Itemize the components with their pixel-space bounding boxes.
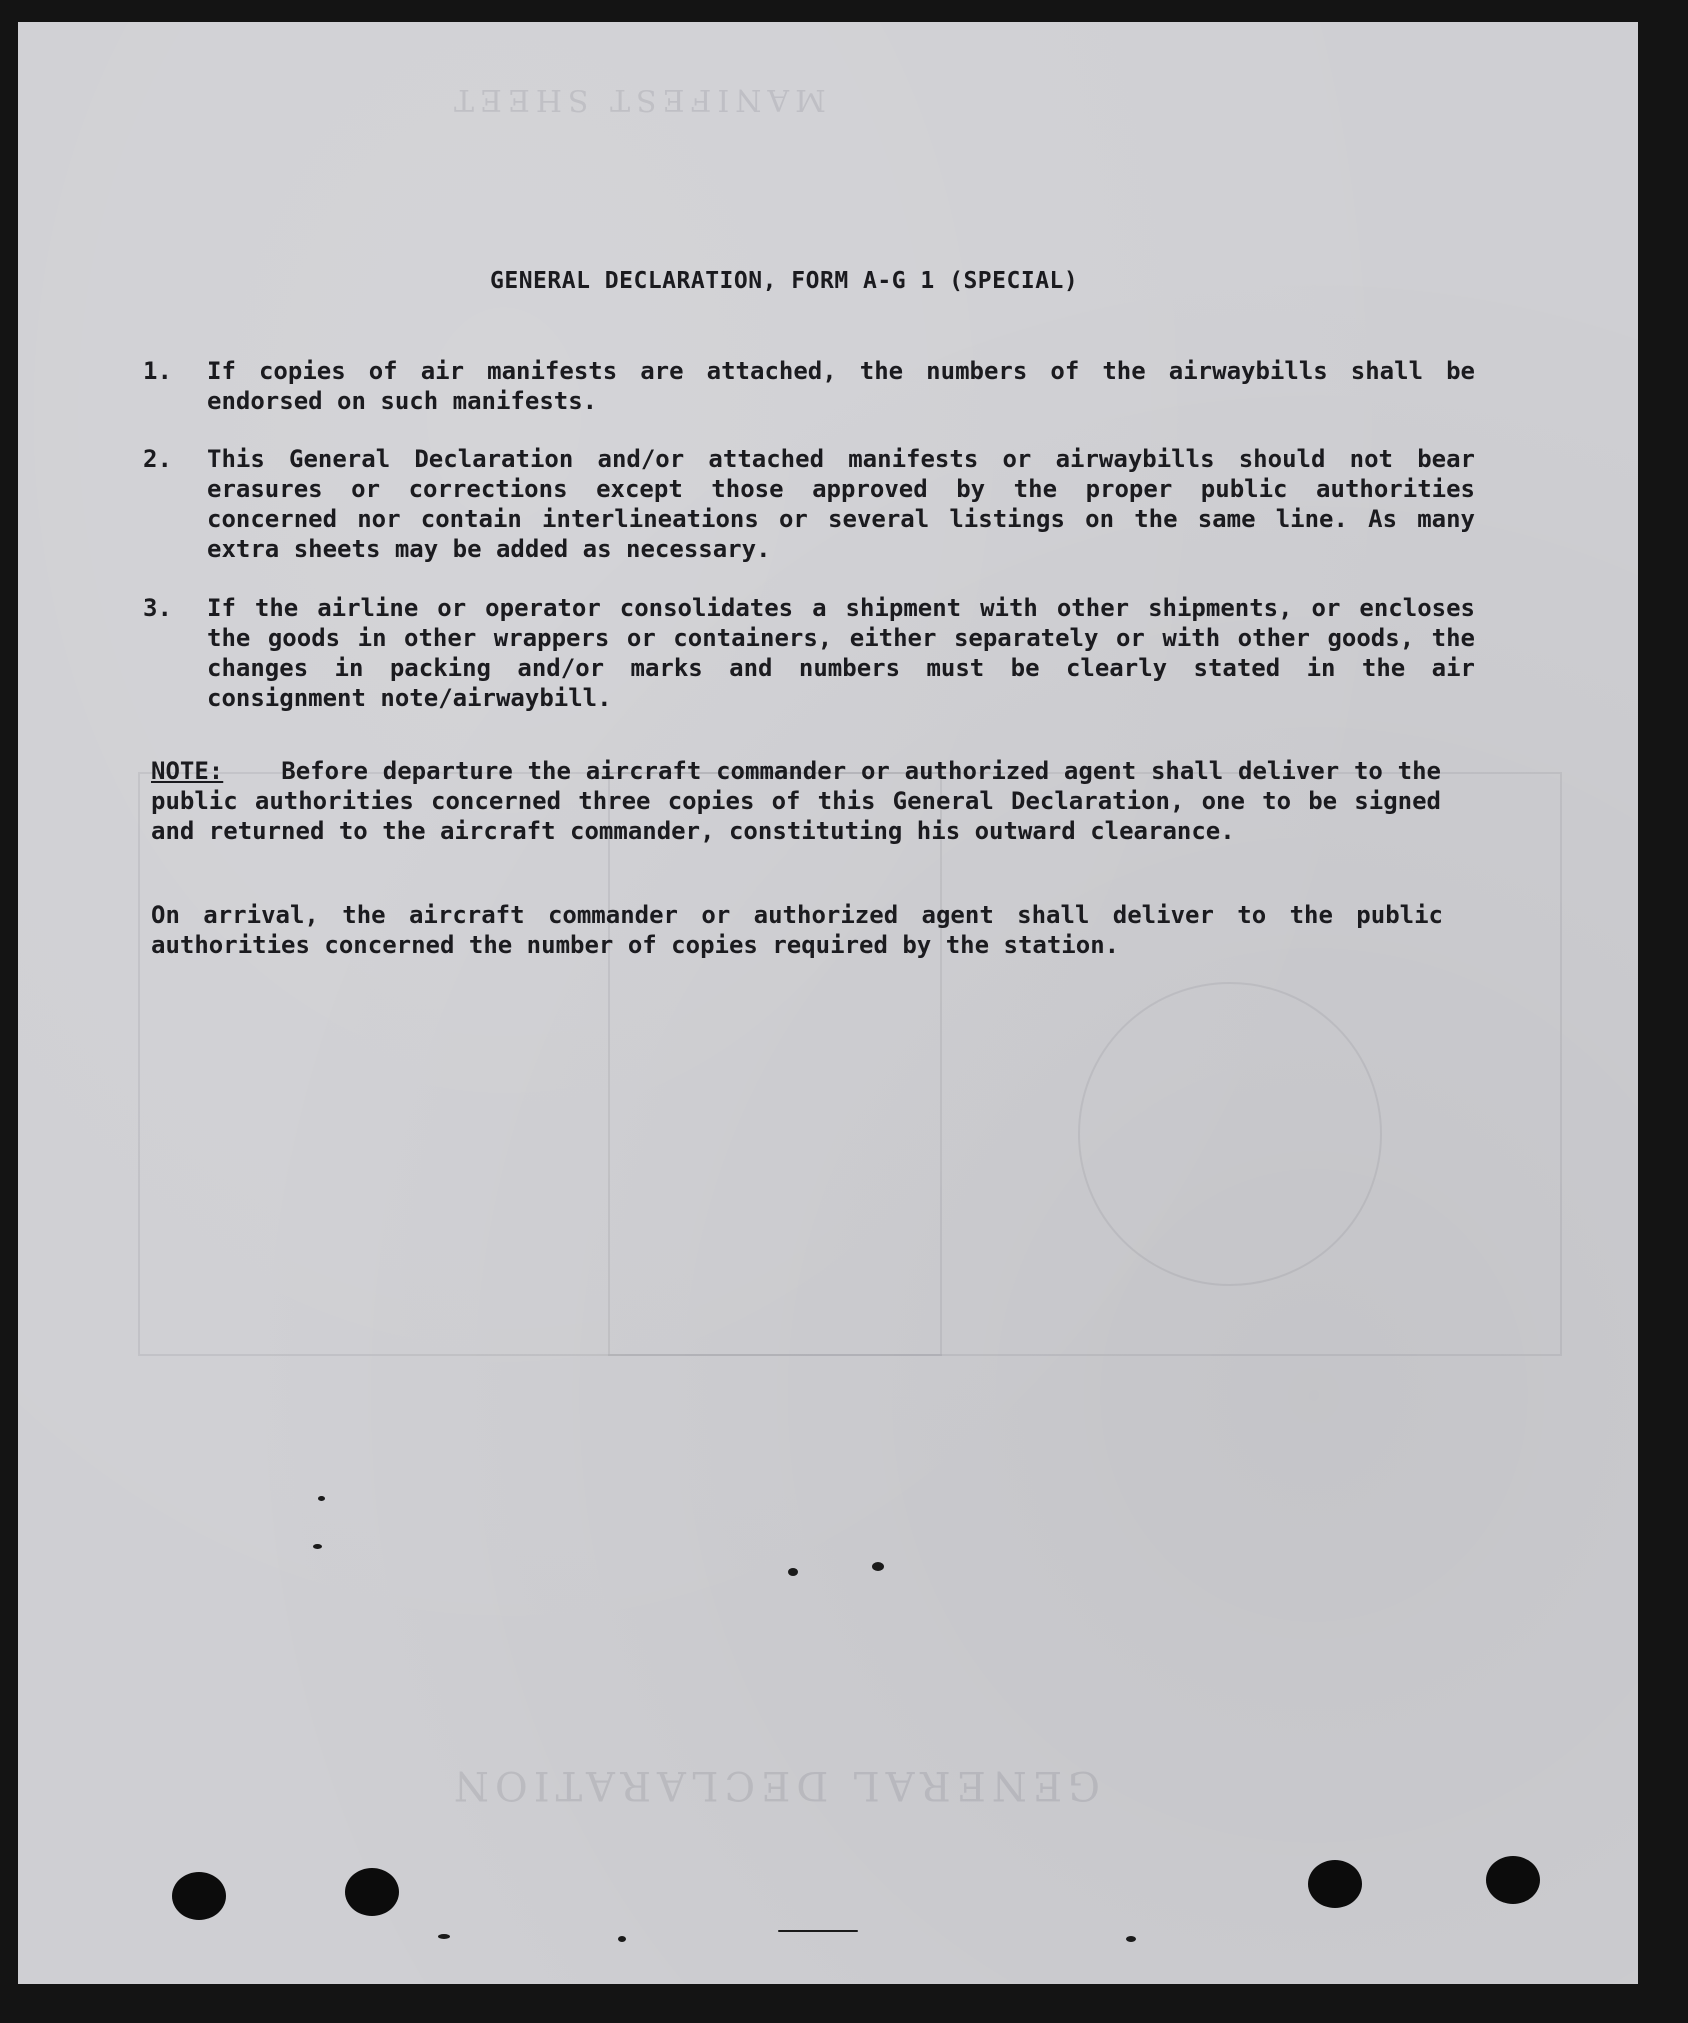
ink-speck [313, 1544, 322, 1549]
ink-speck [618, 1936, 626, 1942]
bleed-through-text: MANIFEST SHEET [448, 82, 826, 117]
item-number: 3. [143, 594, 172, 622]
ink-speck [318, 1496, 325, 1501]
item-number: 2. [143, 445, 172, 473]
document-title: GENERAL DECLARATION, FORM A-G 1 (SPECIAL) [490, 268, 1079, 294]
item-text: If copies of air manifests are attached, the numbers of the airwaybills shall be endorsed on such manifests. [207, 357, 1475, 415]
ink-speck [778, 1930, 858, 1932]
punch-hole [172, 1872, 226, 1920]
punch-hole [1308, 1860, 1362, 1908]
note-paragraph [151, 756, 1441, 846]
item-text: This General Declaration and/or attached manifests or airwaybills should not bear erasures or corrections except those approved by the proper public authorities concerned nor contain interlineations or several listings on the same line. As many extra sheets may be added as necessary. [207, 445, 1475, 563]
arrival-paragraph: On arrival, the aircraft commander or authorized agent shall deliver to the public authorities concerned the number of copies required by the station. [151, 901, 1443, 959]
punch-hole [1486, 1856, 1540, 1904]
ink-speck [872, 1562, 884, 1571]
ink-speck [1126, 1936, 1136, 1942]
ink-speck [438, 1934, 450, 1939]
document-sheet [18, 22, 1638, 1984]
note-label: NOTE: [151, 757, 224, 785]
item-text: If the airline or operator consolidates a shipment with other shipments, or encloses the goods in other wrappers or containers, either separately or with other goods, the changes in packing and/or marks and numbers must be clearly stated in the air consignment note/airwaybill. [207, 594, 1475, 712]
item-number: 1. [143, 357, 172, 385]
document-content [18, 22, 1638, 1984]
ink-speck [788, 1568, 798, 1576]
note-text: Before departure the aircraft commander or authorized agent shall deliver to the public authorities concerned three copies of this General Declaration, one to be signed and returned to the aircraft commander, constituting his outward clearance. [151, 757, 1441, 845]
punch-hole [345, 1868, 399, 1916]
bleed-through-text: GENERAL DECLARATION [448, 1762, 1101, 1808]
